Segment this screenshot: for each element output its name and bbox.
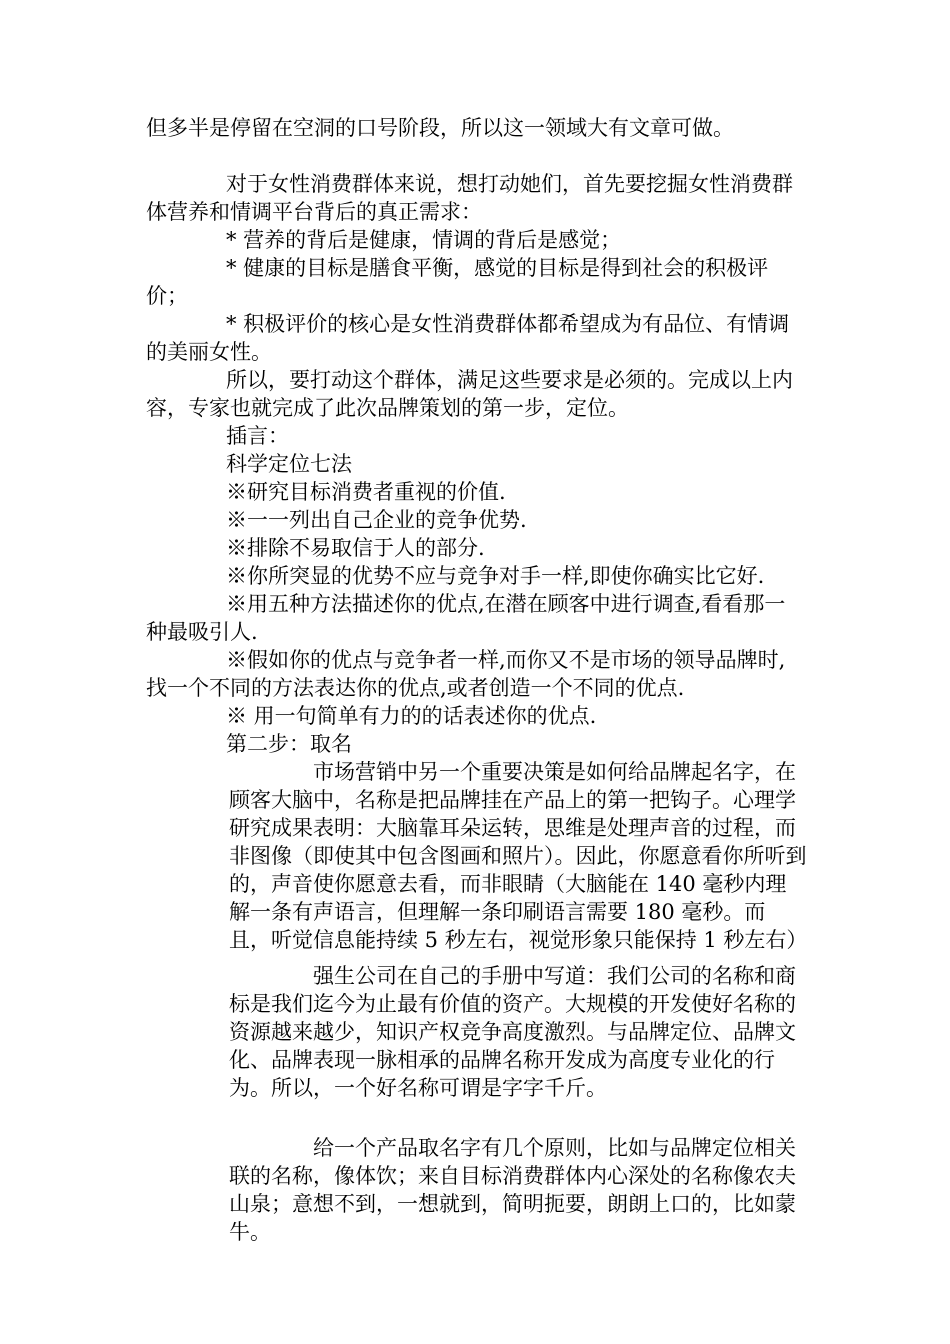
method-item-2: ※一一列出自己企业的竞争优势. [226, 508, 527, 532]
method-item-6: ※假如你的优点与竞争者一样,而你又不是市场的领导品牌时,找一个不同的方法表达你的优点,或者创造一个不同的优点. [146, 648, 786, 700]
method-item-3: ※排除不易取信于人的部分. [226, 536, 485, 560]
paragraph-johnson: 强生公司在自己的手册中写道：我们公司的名称和商标是我们迄今为止最有价值的资产。大规模的开发使好名称的资源越来越少，知识产权竞争高度激烈。与品牌定位、品牌文化、品牌表现一脉相承的品牌名称开发成为高度专业化的行为。所以，一个好名称可谓是字字千斤。 [229, 964, 796, 1100]
section-heading-step-two: 第二步：取名 [226, 732, 352, 756]
method-item-7: ※ 用一句简单有力的的话表述你的优点. [226, 704, 597, 728]
section-heading-seven-methods: 科学定位七法 [226, 452, 352, 476]
bullet-nutrition: * 营养的背后是健康，情调的背后是感觉； [226, 228, 622, 252]
bullet-health: * 健康的目标是膳食平衡，感觉的目标是得到社会的积极评价； [146, 256, 769, 308]
paragraph-conclusion: 所以，要打动这个群体，满足这些要求是必须的。完成以上内容，专家也就完成了此次品牌策划的第一步，定位。 [146, 368, 793, 420]
paragraph-intro: 但多半是停留在空洞的口号阶段，所以这一领域大有文章可做。 [146, 116, 734, 140]
paragraph-female-consumers: 对于女性消费群体来说，想打动她们，首先要挖掘女性消费群体营养和情调平台背后的真正需求： [146, 172, 793, 224]
paragraph-naming-importance: 市场营销中另一个重要决策是如何给品牌起名字，在顾客大脑中，名称是把品牌挂在产品上的第一把钩子。心理学研究成果表明：大脑靠耳朵运转，思维是处理声音的过程，而非图像（即使其中包含图画和照片）。因此，你愿意看你所听到的，声音使你愿意去看，而非眼睛（大脑能在 140 毫秒内理解一条有声语言，但理解一条印刷语言需要 180 毫秒。而且，听觉信息能持续 5 秒左右，视觉形象只能保持 1 秒左右） [229, 760, 808, 952]
paragraph-naming-principles: 给一个产品取名字有几个原则，比如与品牌定位相关联的名称，像体饮；来自目标消费群体内心深处的名称像农夫山泉；意想不到，一想就到，简明扼要，朗朗上口的，比如蒙牛。 [229, 1136, 796, 1244]
method-item-1: ※研究目标消费者重视的价值. [226, 480, 506, 504]
method-item-5: ※用五种方法描述你的优点,在潜在顾客中进行调查,看看那一种最吸引人. [146, 592, 786, 644]
bullet-evaluation: * 积极评价的核心是女性消费群体都希望成为有品位、有情调的美丽女性。 [146, 312, 790, 364]
insert-label: 插言： [226, 424, 289, 448]
method-item-4: ※你所突显的优势不应与竞争对手一样,即使你确实比它好. [226, 564, 765, 588]
